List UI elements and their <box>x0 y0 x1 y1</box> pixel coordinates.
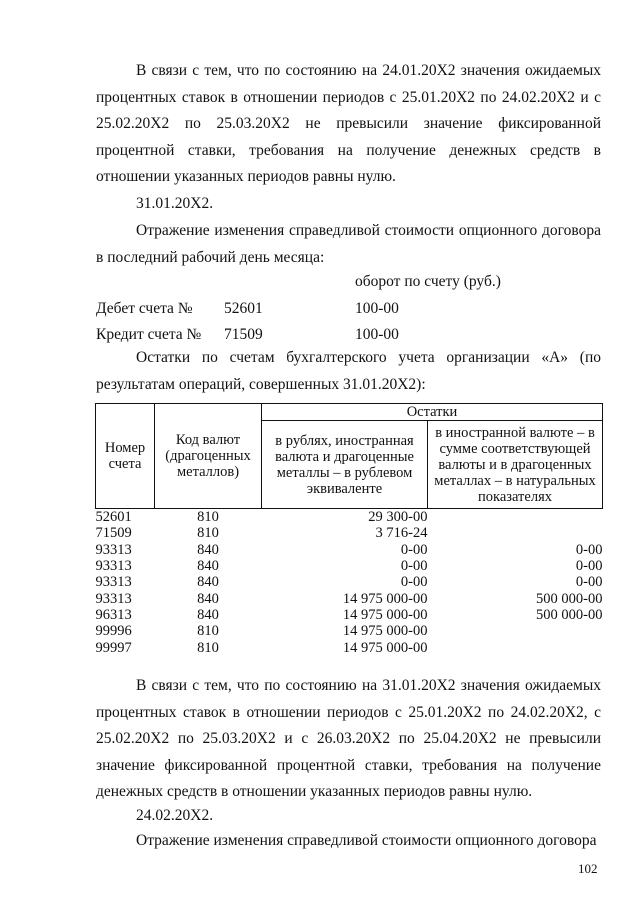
cell-code: 840 <box>197 590 219 607</box>
table-row <box>96 623 603 639</box>
debit-account: 52601 <box>224 300 263 317</box>
paragraph-2: Отражение изменения справедливой стоимости опционного договора в последний рабочий день месяца: <box>96 222 601 266</box>
header-balances: Остатки <box>262 404 603 421</box>
cell-code: 840 <box>197 574 219 591</box>
cell-account: 52601 <box>95 509 132 526</box>
cell-rub: 29 300-00 <box>368 509 428 526</box>
cell-account: 93313 <box>95 558 132 575</box>
turnover-header: оборот по счету (руб.) <box>355 273 501 290</box>
cell-code: 810 <box>197 509 219 526</box>
table-row <box>96 558 603 574</box>
cell-code: 840 <box>197 606 219 623</box>
cell-rub: 14 975 000-00 <box>342 623 428 640</box>
cell-code: 810 <box>197 525 219 542</box>
cell-rub: 3 716-24 <box>375 525 428 542</box>
table-row <box>96 574 603 590</box>
cell-rub: 0-00 <box>400 574 428 591</box>
table-row <box>96 509 603 526</box>
debit-label: Дебет счета № <box>96 300 193 317</box>
date-heading-2: 24.02.20X2. <box>136 807 214 824</box>
cell-rub: 0-00 <box>400 541 428 558</box>
debit-amount: 100-00 <box>355 300 399 317</box>
cell-code: 810 <box>197 639 219 656</box>
header-rub: в рублях, иностранная валюта и драгоценные металлы – в рублевом эквиваленте <box>262 421 428 509</box>
paragraph-3: Остатки по счетам бухгалтерского учета организации «А» (по результатам операций, совершенных 31.01.20X2): <box>96 349 601 393</box>
credit-amount: 100-00 <box>355 326 399 343</box>
cell-account: 96313 <box>95 606 132 623</box>
table-row <box>96 542 603 558</box>
table-row <box>96 590 603 606</box>
paragraph-1: В связи с тем, что по состоянию на 24.01.20X2 значения ожидаемых процентных ставок в отношении периодов с 25.01.20X2 по 24.02.20X2 и с 25.02.20X2 по 25.03.20X2 не превысили значение фиксированной процентной ставки, требования на получение денежных средств в отношении указанных периодов равны нулю. <box>96 62 601 185</box>
header-fx: в иностранной валюте – в сумме соответствующей валюты и в драгоценных металлах – в натуральных показателях <box>428 421 603 509</box>
cell-rub: 0-00 <box>400 558 428 575</box>
cell-fx: 500 000-00 <box>536 606 603 623</box>
cell-account: 71509 <box>95 525 132 542</box>
cell-fx: 0-00 <box>575 541 603 558</box>
cell-account: 93313 <box>95 590 132 607</box>
cell-code: 840 <box>197 558 219 575</box>
cell-rub: 14 975 000-00 <box>342 606 428 623</box>
page-number: 102 <box>578 861 598 876</box>
cell-fx <box>428 623 603 639</box>
date-heading-1: 31.01.20X2. <box>136 195 214 212</box>
table-row <box>96 639 603 655</box>
cell-fx: 0-00 <box>575 574 603 591</box>
cell-rub: 14 975 000-00 <box>342 590 428 607</box>
table-row <box>96 525 603 541</box>
cell-rub: 14 975 000-00 <box>342 639 428 656</box>
cell-code: 840 <box>197 541 219 558</box>
cell-account: 93313 <box>95 541 132 558</box>
paragraph-4: В связи с тем, что по состоянию на 31.01.20X2 значения ожидаемых процентных ставок в отношении периодов с 25.01.20X2 по 24.02.20X2, с 25.02.20X2 по 25.03.20X2 и с 26.03.20X2 по 25.04.20X2 не превысили значение фиксированной процентной ставки, требования на получение денежных средств в отношении указанных периодов равны нулю. <box>96 677 601 800</box>
cell-fx: 0-00 <box>575 558 603 575</box>
paragraph-5: Отражение изменения справедливой стоимости опционного договора <box>136 832 597 849</box>
balances-table <box>95 403 603 656</box>
header-currency-code: Код валют (драгоценных металлов) <box>155 404 262 509</box>
cell-fx <box>428 639 603 655</box>
cell-fx: 500 000-00 <box>536 590 603 607</box>
cell-account: 99996 <box>95 623 132 640</box>
credit-label: Кредит счета № <box>96 326 202 343</box>
header-account: Номер счета <box>96 404 155 509</box>
cell-account: 99997 <box>95 639 132 656</box>
cell-account: 93313 <box>95 574 132 591</box>
cell-fx <box>428 525 603 541</box>
table-row <box>96 607 603 623</box>
cell-code: 810 <box>197 623 219 640</box>
credit-account: 71509 <box>224 326 263 343</box>
cell-fx <box>428 509 603 526</box>
